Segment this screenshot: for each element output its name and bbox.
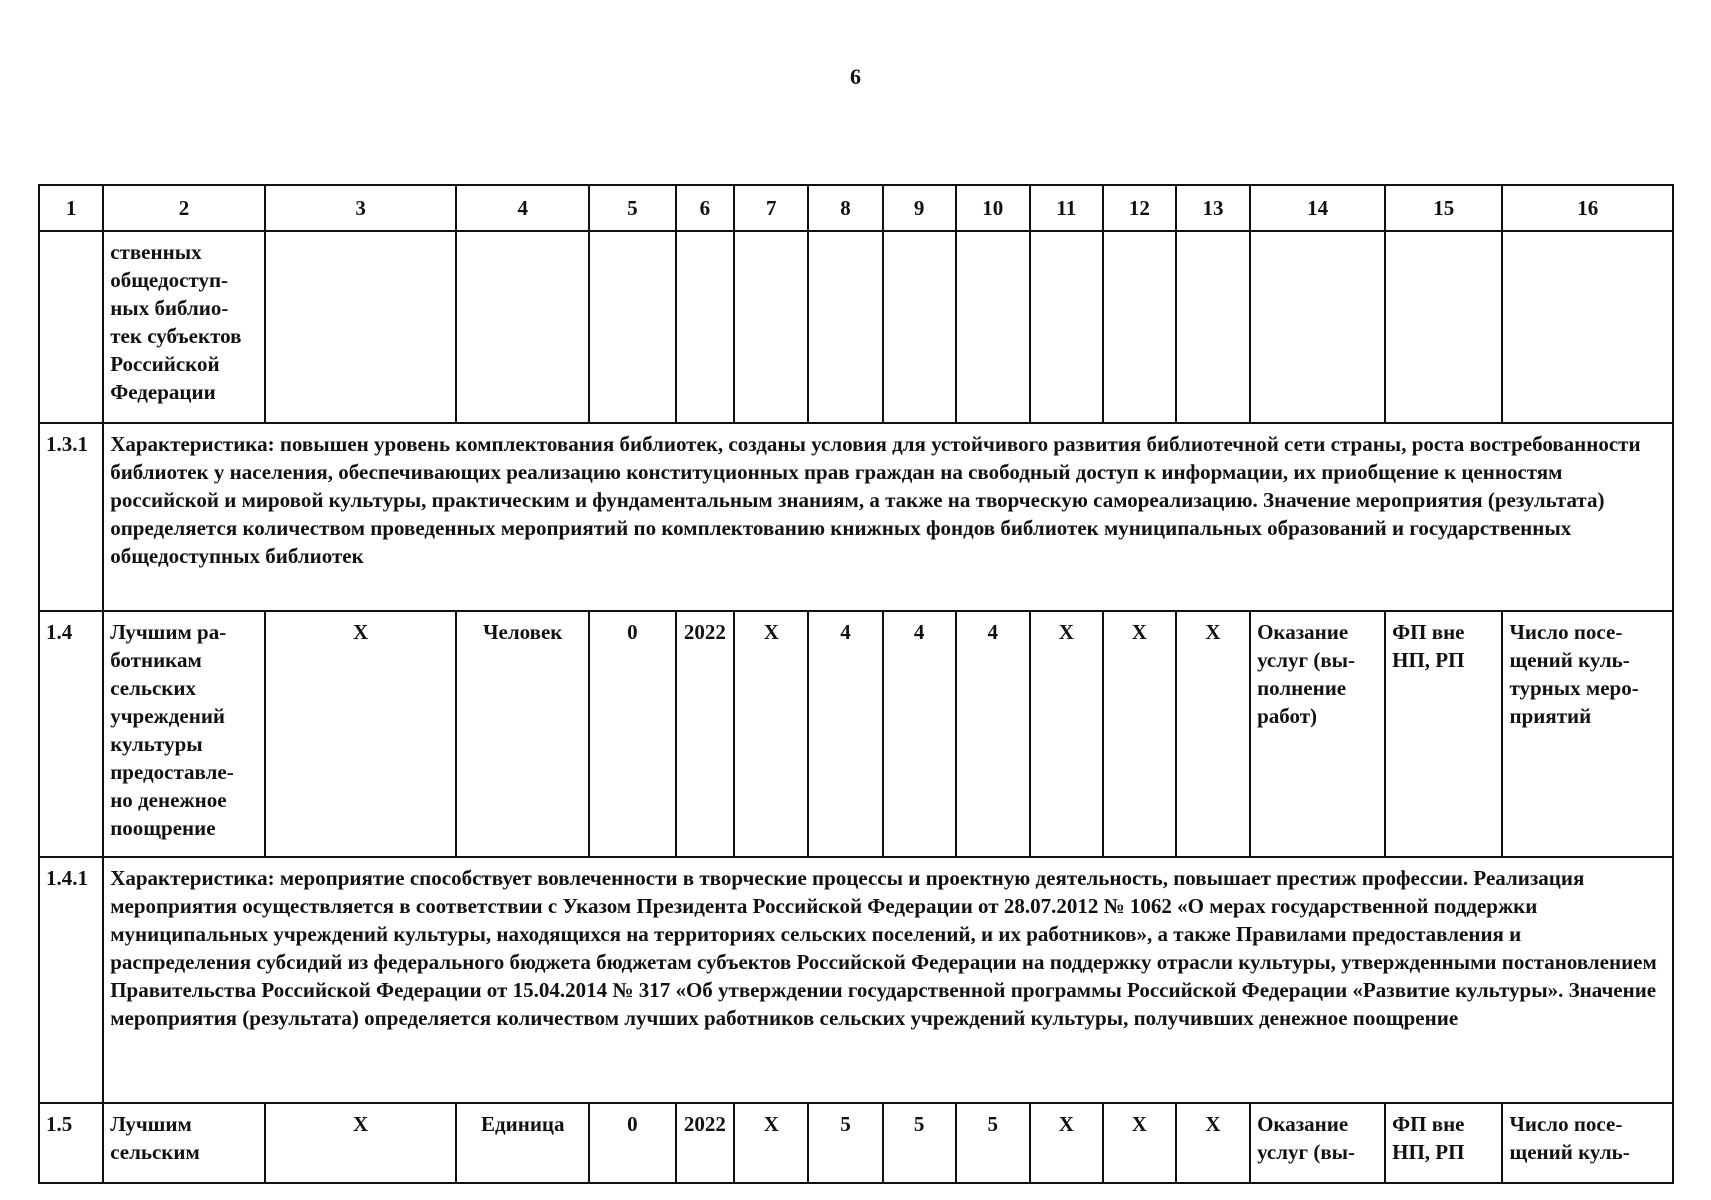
cell-col3: Х xyxy=(265,1103,457,1183)
header-row xyxy=(39,185,1673,231)
cell-col15: ФП вне НП, РП xyxy=(1385,611,1502,857)
table-cell xyxy=(1385,231,1502,423)
table-cell xyxy=(39,231,103,423)
header-cell: 15 xyxy=(1385,185,1502,231)
cell-col16: Число посе- щений куль- xyxy=(1502,1103,1673,1183)
characteristic-row-1-3-1 xyxy=(39,423,1673,611)
activity-row-1-4 xyxy=(39,611,1673,857)
cell-col15: ФП вне НП, РП xyxy=(1385,1103,1502,1183)
table-cell xyxy=(1103,231,1176,423)
table-cell xyxy=(456,231,589,423)
header-cell: 12 xyxy=(1103,185,1176,231)
header-cell: 14 xyxy=(1250,185,1385,231)
characteristic-text: Характеристика: мероприятие способствует вовлеченности в творческие процессы и проектную деятельность, повышает престиж профессии. Реализация мероприятия осуществляется в соответствии с Указом Президента Российской Федерации от 28.07.2012 № 1062 «О мерах государственной поддержки муниципальных учреждений культуры, находящихся на территориях сельских поселений, и их работников», а также Правилами предоставления и распределения субсидий из федерального бюджета бюджетам субъектов Российской Федерации на поддержку отрасли культуры, утвержденными постановлением Правительства Российской Федерации от 15.04.2014 № 317 «Об утверждении государственной программы Российской Федерации «Развитие культуры». Значение мероприятия (результата) определяется количеством лучших работников сельских учреждений культуры, получивших денежное поощрение xyxy=(103,857,1673,1103)
table-cell xyxy=(589,231,675,423)
table-cell xyxy=(1250,231,1385,423)
cell-col10: 4 xyxy=(956,611,1030,857)
table-cell xyxy=(956,231,1030,423)
header-cell: 7 xyxy=(734,185,808,231)
header-cell: 13 xyxy=(1176,185,1250,231)
header-cell: 11 xyxy=(1030,185,1103,231)
row-number: 1.3.1 xyxy=(39,423,103,611)
cell-col12: Х xyxy=(1103,1103,1176,1183)
header-cell: 4 xyxy=(456,185,589,231)
header-cell: 6 xyxy=(676,185,735,231)
cell-col12: Х xyxy=(1103,611,1176,857)
cell-col3: Х xyxy=(265,611,457,857)
header-cell: 9 xyxy=(883,185,956,231)
header-cell: 2 xyxy=(103,185,265,231)
cell-col5: 0 xyxy=(589,611,675,857)
characteristic-text: Характеристика: повышен уровень комплектования библиотек, созданы условия для устойчивого развития библиотечной сети страны, роста востребованности библиотек у населения, обеспечивающих реализацию конституционных прав граждан на свободный доступ к информации, их приобщение к ценностям российской и мировой культуры, практическим и фундаментальным знаниям, а также на творческую самореализацию. Значение мероприятия (результата) определяется количеством проведенных мероприятий по комплектованию книжных фондов библиотек муниципальных образований и государственных общедоступных библиотек xyxy=(103,423,1673,611)
activity-name: Лучшим ра- ботникам сельских учреждений культуры предоставле- но денежное поощрение xyxy=(103,611,265,857)
header-cell: 16 xyxy=(1502,185,1673,231)
cell-col9: 4 xyxy=(883,611,956,857)
header-cell: 3 xyxy=(265,185,457,231)
header-cell: 5 xyxy=(589,185,675,231)
cell-col9: 5 xyxy=(883,1103,956,1183)
unit-cell: Человек xyxy=(456,611,589,857)
cell-col7: Х xyxy=(734,611,808,857)
header-cell: 1 xyxy=(39,185,103,231)
characteristic-row-1-4-1 xyxy=(39,857,1673,1103)
row-number: 1.4 xyxy=(39,611,103,857)
cell-col13: Х xyxy=(1176,1103,1250,1183)
row-number: 1.4.1 xyxy=(39,857,103,1103)
row-number: 1.5 xyxy=(39,1103,103,1183)
table-cell xyxy=(1030,231,1103,423)
activity-name-continued: ственных общедоступ- ных библио- тек субъектов Российской Федерации xyxy=(103,231,265,423)
table-cell xyxy=(808,231,882,423)
cell-col14: Оказание услуг (вы- xyxy=(1250,1103,1385,1183)
header-cell: 10 xyxy=(956,185,1030,231)
cell-col8: 5 xyxy=(808,1103,882,1183)
cell-col14: Оказание услуг (вы- полнение работ) xyxy=(1250,611,1385,857)
cell-col10: 5 xyxy=(956,1103,1030,1183)
cell-col13: Х xyxy=(1176,611,1250,857)
cell-col11: Х xyxy=(1030,611,1103,857)
activity-row-1-5 xyxy=(39,1103,1673,1183)
table-cell xyxy=(1502,231,1673,423)
page-number: 6 xyxy=(850,64,861,89)
cell-col8: 4 xyxy=(808,611,882,857)
table-cell xyxy=(1176,231,1250,423)
unit-cell: Единица xyxy=(456,1103,589,1183)
program-table xyxy=(38,184,1674,1184)
table-cell xyxy=(734,231,808,423)
cell-col16: Число посе- щений куль- турных меро- приятий xyxy=(1502,611,1673,857)
cell-col11: Х xyxy=(1030,1103,1103,1183)
cell-col5: 0 xyxy=(589,1103,675,1183)
cell-col7: Х xyxy=(734,1103,808,1183)
continuation-row xyxy=(39,231,1673,423)
year-cell: 2022 xyxy=(676,611,735,857)
header-cell: 8 xyxy=(808,185,882,231)
year-cell: 2022 xyxy=(676,1103,735,1183)
activity-name: Лучшим сельским xyxy=(103,1103,265,1183)
table-cell xyxy=(676,231,735,423)
table-cell xyxy=(883,231,956,423)
table-cell xyxy=(265,231,457,423)
